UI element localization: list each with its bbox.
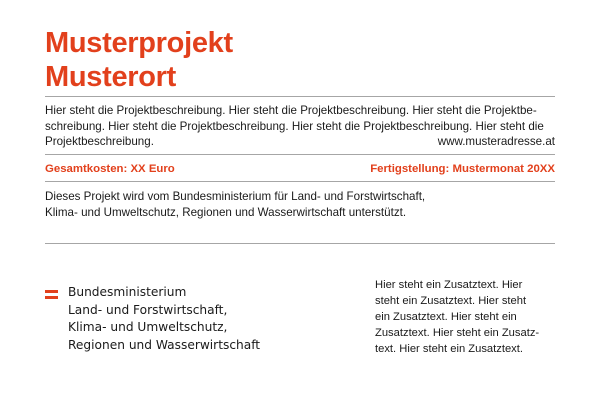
title-location: Musterort <box>45 61 177 93</box>
additional-text-line: ein Zusatztext. Hier steht ein <box>375 311 517 323</box>
total-costs: Gesamtkosten: XX Euro <box>45 163 175 175</box>
additional-text-line: steht ein Zusatztext. Hier steht <box>375 295 527 307</box>
ministry-name-line: Bundesministerium <box>68 285 187 299</box>
additional-text-line: Zusatztext. Hier steht ein Zusatz- <box>375 327 540 339</box>
project-website: www.musteradresse.at <box>437 135 555 148</box>
completion-date: Fertigstellung: Mustermonat 20XX <box>370 163 555 175</box>
funding-statement <box>45 189 465 220</box>
additional-text <box>375 277 550 357</box>
divider-top <box>45 96 555 97</box>
title-project-name: Musterprojekt <box>45 27 233 59</box>
funding-line: Klima- und Umweltschutz, Regionen und Wasserwirtschaft unterstützt. <box>45 205 407 219</box>
ministry-name-line: Regionen und Wasserwirtschaft <box>68 337 261 352</box>
description-line: Projektbeschreibung. <box>45 135 154 148</box>
description-line: schreibung. Hier steht die Projektbeschreibung. Hier steht die Projektbeschreibung. Hier steht die <box>45 119 544 133</box>
divider-bottom <box>45 243 555 244</box>
additional-text-line: text. Hier steht ein Zusatztext. <box>375 343 523 355</box>
austrian-flag-icon <box>45 290 58 299</box>
ministry-name-line: Klima- und Umweltschutz, <box>68 320 228 334</box>
funding-line: Dieses Projekt wird vom Bundesministerium für Land- und Forstwirtschaft, <box>45 190 426 203</box>
ministry-name-line: Land- und Forstwirtschaft, <box>68 302 228 317</box>
divider-meta-top <box>45 154 555 155</box>
ministry-logo <box>45 284 305 354</box>
divider-meta-bottom <box>45 181 555 182</box>
project-title <box>45 26 233 94</box>
ministry-name <box>68 284 260 354</box>
additional-text-line: Hier steht ein Zusatztext. Hier <box>375 279 523 291</box>
description-line: Hier steht die Projektbeschreibung. Hier steht die Projektbeschreibung. Hier steht die Projektbe- <box>45 104 537 117</box>
